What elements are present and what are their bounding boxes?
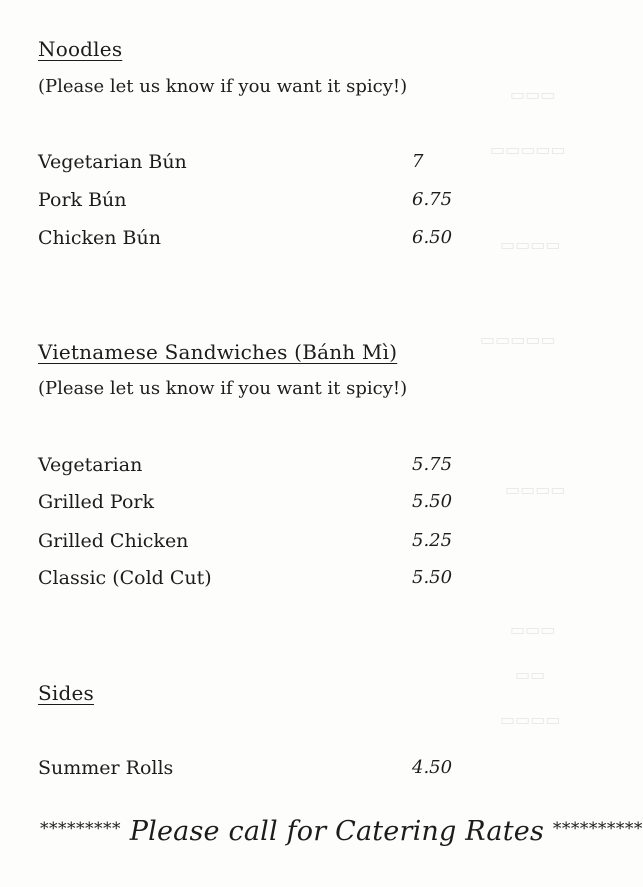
section-heading-sides: Sides	[38, 681, 94, 705]
menu-item-name: Vegetarian	[38, 454, 143, 476]
section-note-noodles: (Please let us know if you want it spicy!)	[38, 76, 408, 97]
menu-item-price: 4.50	[412, 757, 453, 778]
menu-item	[38, 491, 478, 515]
section-heading-noodles: Noodles	[38, 37, 123, 61]
menu-item-name: Classic (Cold Cut)	[38, 567, 212, 589]
menu-item-name: Vegetarian Bún	[38, 151, 187, 173]
menu-item-price: 5.25	[412, 530, 453, 551]
menu-item	[38, 151, 478, 175]
menu-item-name: Pork Bún	[38, 189, 127, 211]
menu-item-name: Summer Rolls	[38, 757, 174, 779]
menu-item-price: 7	[412, 151, 424, 172]
menu-item	[38, 757, 478, 781]
catering-footer	[40, 816, 643, 847]
footer-stars-right: **********	[552, 819, 643, 839]
menu-item	[38, 567, 478, 591]
menu-item	[38, 227, 478, 251]
section-heading-sandwiches: Vietnamese Sandwiches (Bánh Mì)	[38, 340, 398, 364]
menu-item-name: Chicken Bún	[38, 227, 161, 249]
menu-item-price: 6.75	[412, 189, 453, 210]
menu-item-price: 5.75	[412, 454, 453, 475]
menu-item	[38, 189, 478, 213]
paper-show-through: ▭▭▭ ▭▭▭▭▭ ▭▭▭▭ ▭▭▭▭▭ ▭▭▭▭ ▭▭▭ ▭▭ ▭▭▭▭	[480, 85, 566, 729]
footer-catering-text: Please call for Catering Rates	[129, 816, 545, 847]
menu-item-name: Grilled Chicken	[38, 530, 189, 552]
menu-item-name: Grilled Pork	[38, 491, 154, 513]
menu-item-price: 5.50	[412, 567, 453, 588]
menu-item-price: 6.50	[412, 227, 453, 248]
menu-item	[38, 530, 478, 554]
footer-stars-left: *********	[40, 819, 121, 839]
section-note-sandwiches: (Please let us know if you want it spicy!)	[38, 378, 408, 399]
menu-item	[38, 454, 478, 478]
menu-item-price: 5.50	[412, 491, 453, 512]
